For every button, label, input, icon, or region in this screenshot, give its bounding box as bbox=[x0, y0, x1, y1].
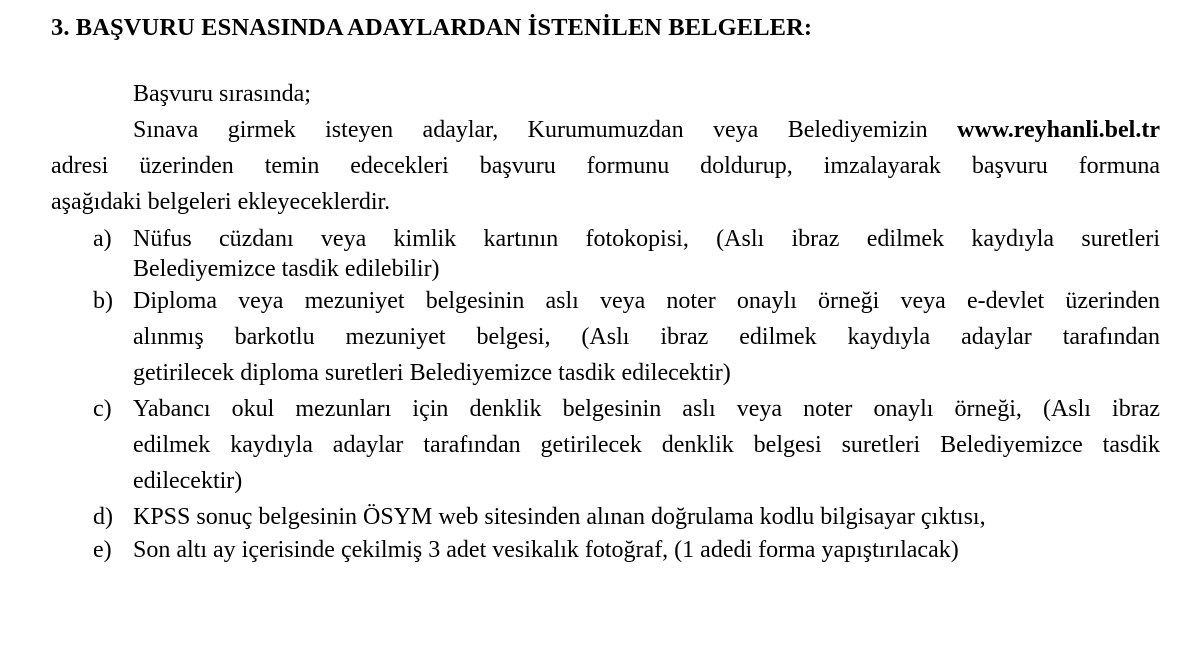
intro-line-3: adresi üzerinden temin edecekleri başvuru formunu doldurup, imzalayarak başvuru formuna bbox=[51, 153, 1160, 179]
list-marker-e: e) bbox=[93, 537, 112, 563]
list-item-a-line-2: Belediyemizce tasdik edilebilir) bbox=[133, 256, 440, 282]
intro-line-2-text: Sınava girmek isteyen adaylar, Kurumumuzdan veya Belediyemizin bbox=[133, 117, 928, 143]
section-heading: 3. BAŞVURU ESNASINDA ADAYLARDAN İSTENİLEN BELGELER: bbox=[51, 14, 813, 41]
list-item-b-line-2: alınmış barkotlu mezuniyet belgesi, (Aslı ibraz edilmek kaydıyla adaylar tarafından bbox=[133, 324, 1160, 350]
list-item-b-line-3: getirilecek diploma suretleri Belediyemizce tasdik edilecektir) bbox=[133, 360, 731, 386]
list-marker-b: b) bbox=[93, 288, 113, 314]
list-item-b-line-1: Diploma veya mezuniyet belgesinin aslı veya noter onaylı örneği veya e-devlet üzerinden bbox=[133, 288, 1160, 314]
list-item-c-line-3: edilecektir) bbox=[133, 468, 243, 494]
list-item-d-line-1: KPSS sonuç belgesinin ÖSYM web sitesinden alınan doğrulama kodlu bilgisayar çıktısı, bbox=[133, 504, 986, 530]
list-item-c-line-1: Yabancı okul mezunları için denklik belgesinin aslı veya noter onaylı örneği, (Aslı ibraz bbox=[133, 396, 1160, 422]
list-item-c-line-2: edilmek kaydıyla adaylar tarafından getirilecek denklik belgesi suretleri Belediyemizce tasdik bbox=[133, 432, 1160, 458]
list-item-e-line-1: Son altı ay içerisinde çekilmiş 3 adet vesikalık fotoğraf, (1 adedi forma yapıştırılacak) bbox=[133, 537, 959, 563]
intro-line-2 bbox=[133, 115, 1160, 145]
list-marker-a: a) bbox=[93, 226, 112, 252]
intro-line-1: Başvuru sırasında; bbox=[133, 81, 311, 107]
list-item-a-line-1: Nüfus cüzdanı veya kimlik kartının fotokopisi, (Aslı ibraz edilmek kaydıyla suretleri bbox=[133, 226, 1160, 252]
intro-line-4: aşağıdaki belgeleri ekleyeceklerdir. bbox=[51, 189, 391, 215]
list-marker-c: c) bbox=[93, 396, 112, 422]
website-url[interactable]: www.reyhanli.bel.tr bbox=[957, 117, 1160, 143]
list-marker-d: d) bbox=[93, 504, 113, 530]
